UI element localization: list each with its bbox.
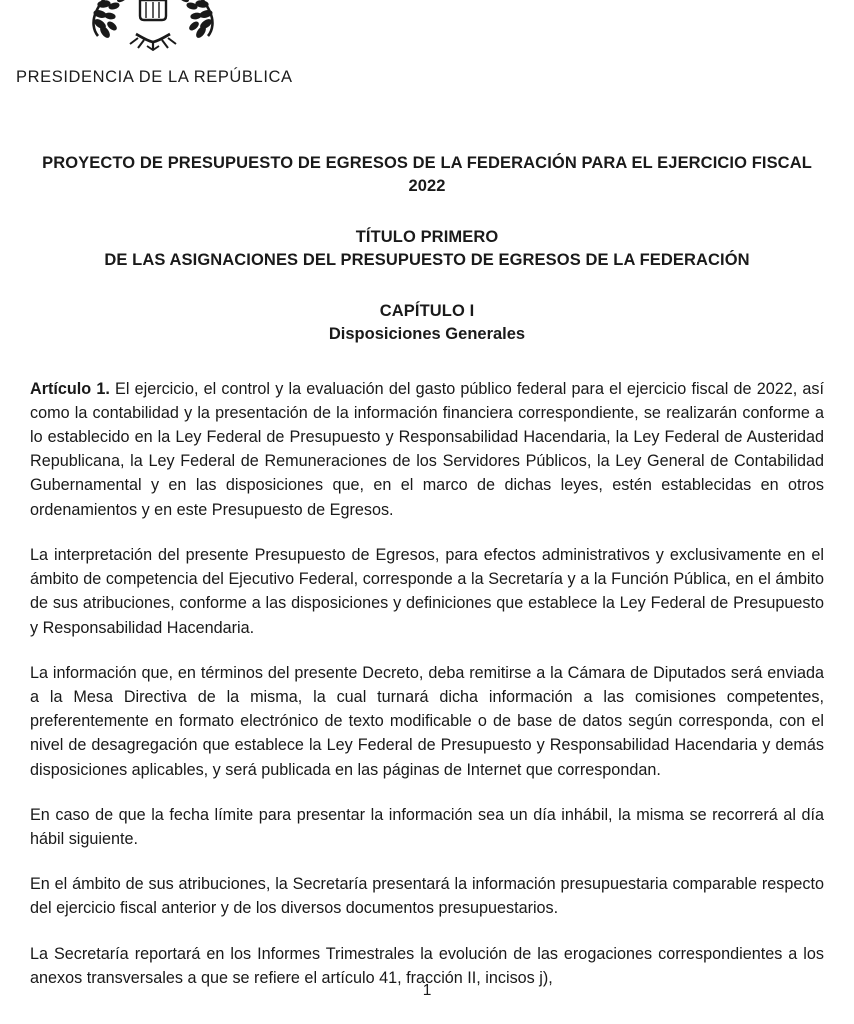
article-label: Artículo 1. bbox=[30, 379, 110, 398]
page-number: 1 bbox=[422, 982, 432, 999]
section-heading-group bbox=[32, 226, 822, 273]
title-block bbox=[32, 152, 822, 347]
page-title: PROYECTO DE PRESUPUESTO DE EGRESOS DE LA FEDERACIÓN PARA EL EJERCICIO FISCAL 2022 bbox=[42, 154, 812, 196]
paragraph-2: La interpretación del presente Presupuesto de Egresos, para efectos administrativos y exclusivamente en el ámbito de competencia del Ejecutivo Federal, corresponde a la Secretaría y a la Función Pública, en el ámbito de sus atribuciones, conforme a las disposiciones y definiciones que establece la Ley Federal de Presupuesto y Responsabilidad Hacendaria. bbox=[30, 545, 824, 637]
chapter-number: CAPÍTULO I bbox=[379, 301, 475, 320]
paragraph-4: En caso de que la fecha límite para presentar la información sea un día inhábil, la misma se recorrerá al día hábil siguiente. bbox=[30, 805, 824, 849]
section-name: DE LAS ASIGNACIONES DEL PRESUPUESTO DE EGRESOS DE LA FEDERACIÓN bbox=[104, 251, 750, 270]
paragraph-3: La información que, en términos del presente Decreto, deba remitirse a la Cámara de Diputados será enviada a la Mesa Directiva de la misma, la cual turnará dicha información a las comisiones competentes, preferentemente en formato electrónico de texto modificable o de base de datos según corresponda, con el nivel de desagregación que establece la Ley Federal de Presupuesto y Responsabilidad Hacendaria y demás disposiciones aplicables, y será publicada en las páginas de Internet que correspondan. bbox=[30, 663, 824, 779]
paragraph-6: La Secretaría reportará en los Informes Trimestrales la evolución de las erogaciones correspondientes a los anexos transversales a que se refiere el artículo 41, fracción II, incisos j), bbox=[30, 944, 824, 987]
paragraph-5: En el ámbito de sus atribuciones, la Secretaría presentará la información presupuestaria comparable respecto del ejercicio fiscal anterior y de los diversos documentos presupuestarios. bbox=[30, 875, 824, 918]
section-number: TÍTULO PRIMERO bbox=[355, 227, 499, 246]
article-1-text: El ejercicio, el control y la evaluación del gasto público federal para el ejercicio fiscal de 2022, así como la contabilidad y la presentación de la información financiera correspondiente, se realizarán conforme a lo establecido en la Ley Federal de Presupuesto y Responsabilidad Hacendaria, la Ley Federal de Austeridad Republicana, la Ley Federal de Remuneraciones de los Servidores Públicos, la Ley General de Contabilidad Gubernamental y en las disposiciones que, en el marco de dichas leyes, estén establecidas en otros ordenamientos y en este Presupuesto de Egresos. bbox=[30, 379, 824, 519]
document-body bbox=[30, 377, 824, 991]
chapter-heading-group bbox=[32, 300, 822, 347]
letterhead-organization: PRESIDENCIA DE LA REPÚBLICA bbox=[16, 68, 293, 86]
letterhead bbox=[0, 0, 854, 108]
mexican-coat-of-arms-icon bbox=[58, 0, 248, 58]
chapter-name: Disposiciones Generales bbox=[328, 325, 526, 344]
article-1-paragraph bbox=[30, 377, 824, 522]
